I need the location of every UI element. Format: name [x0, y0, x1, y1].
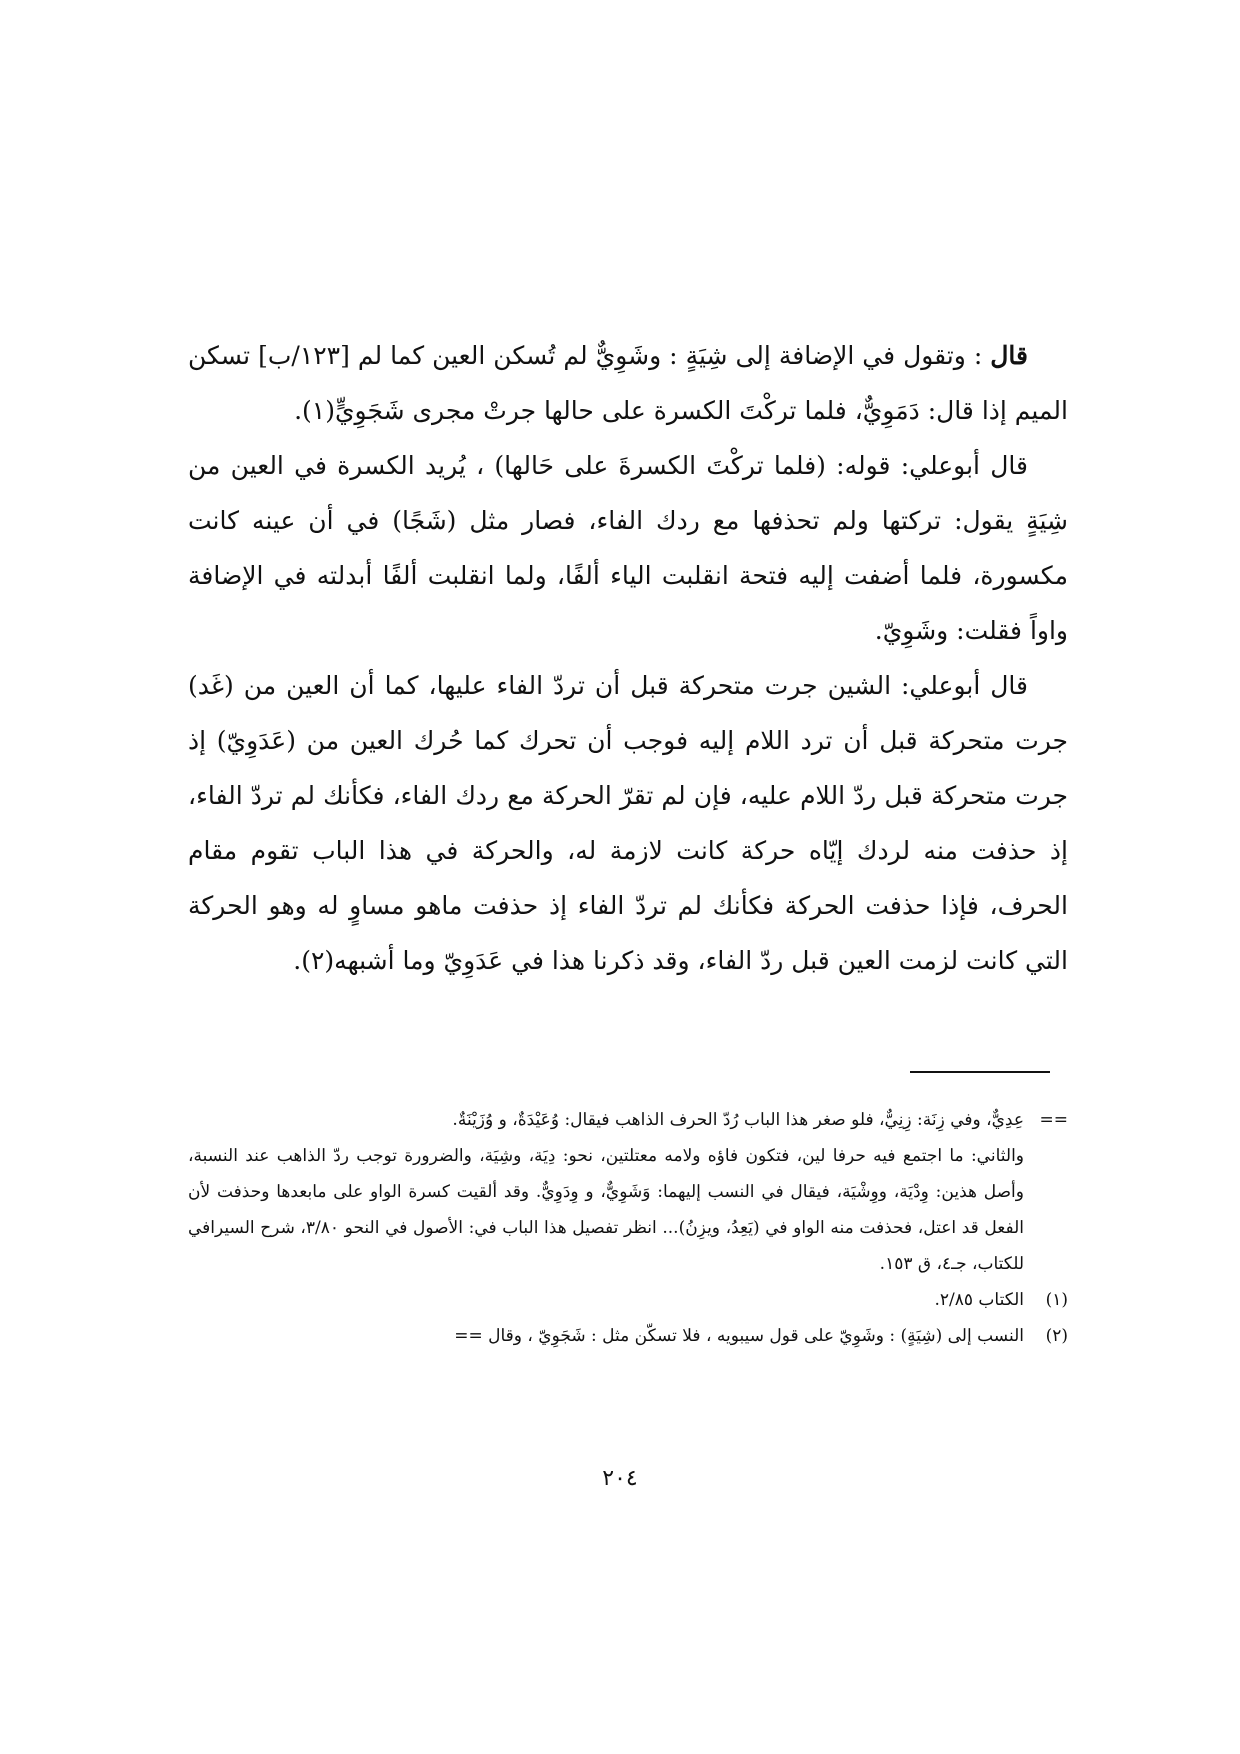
footnote-continuation-paragraph: والثاني: ما اجتمع فيه حرفا لين، فتكون فاؤه ولامه معتلتين، نحو: دِيَة، وشِيَة، والضرورة توجب ردّ الذاهب عند النسبة، وأصل هذين: وِدْيَة، ووِشْيَة، فيقال في النسب إليهما: وَشَوِيٌّ، و وِدَوِيٌّ. وقد ألقيت كسرة الواو على مابعدها وحذفت لأن الفعل قد اعتل، فحذفت منه الواو في (يَعِدُ، ويزِنُ)... انظر تفصيل هذا الباب في: الأصول في النحو ٣/٨٠، شرح السيرافي للكتاب، جـ٤، ق ١٥٣. — [188, 1146, 1024, 1274]
footnote-separator — [910, 1071, 1050, 1073]
paragraph-2: قال أبوعلي: قوله: (فلما تركْتَ الكسرةَ على حَالها) ، يُريد الكسرة في العين من شِيَةٍ يقول: تركتها ولم تحذفها مع ردك الفاء، فصار مثل (شَجًا) في أن عينه كانت مكسورة، فلما أضفت إليه فتحة انقلبت الياء ألفًا، ولما انقلبت ألفًا أبدلته في الإضافة واواً فقلت: وشَوِيّ. — [188, 451, 1068, 645]
paragraph-1 — [188, 328, 1068, 438]
footnote-continuation — [188, 1102, 1068, 1138]
main-text-body — [188, 328, 1068, 988]
footnotes-section — [188, 1102, 1068, 1354]
continuation-marker: == — [1039, 1110, 1068, 1130]
paragraph-1-text: : وتقول في الإضافة إلى شِيَةٍ : وشَوِيٌّ لم تُسكن العين كما لم [١٢٣/ب] تسكن الميم إذا قال: دَمَوِيٌّ، فلما تركْتَ الكسرة على حالها جرتْ مجرى شَجَوِيٍّ(١). — [188, 341, 1068, 425]
page-number: ٢٠٤ — [602, 1466, 638, 1491]
footnote-text: النسب إلى (شِيَةٍ) : وشَوِيّ على قول سيبويه ، فلا تسكّن مثل : شَجَوِيّ ، وقال == — [454, 1326, 1024, 1346]
footnote-item — [188, 1282, 1068, 1318]
footnote-number: (١) — [1045, 1290, 1068, 1310]
paragraph-3: قال أبوعلي: الشين جرت متحركة قبل أن تردّ الفاء عليها، كما أن العين من (غَد) جرت متحركة قبل أن ترد اللام إليه فوجب أن تحرك كما حُرك العين من (عَدَوِيّ) إذ جرت متحركة قبل ردّ اللام عليه، فإن لم تقرّ الحركة مع ردك الفاء، فكأنك لم تردّ الفاء، إذ حذفت منه لردك إيّاه حركة كانت لازمة له، والحركة في هذا الباب تقوم مقام الحرف، فإذا حذفت الحركة فكأنك لم تردّ الفاء إذ حذفت ماهو مساوٍ له وهو الحركة التي كانت لزمت العين قبل ردّ الفاء، وقد ذكرنا هذا في عَدَوِيّ وما أشبهه(٢). — [188, 671, 1069, 975]
paragraph-1-lead-word: قال — [990, 341, 1028, 370]
footnote-continuation-line-1: عِدِيٌّ، وفي زِنَة: زِنِيٌّ، فلو صغر هذا الباب رُدّ الحرف الذاهب فيقال: وُعَيْدَةٌ، و وُزَيْنَةٌ. — [452, 1110, 1024, 1130]
footnote-item — [188, 1318, 1068, 1354]
footnote-text: الكتاب ٢/٨٥. — [934, 1290, 1024, 1310]
footnote-number: (٢) — [1045, 1326, 1068, 1346]
